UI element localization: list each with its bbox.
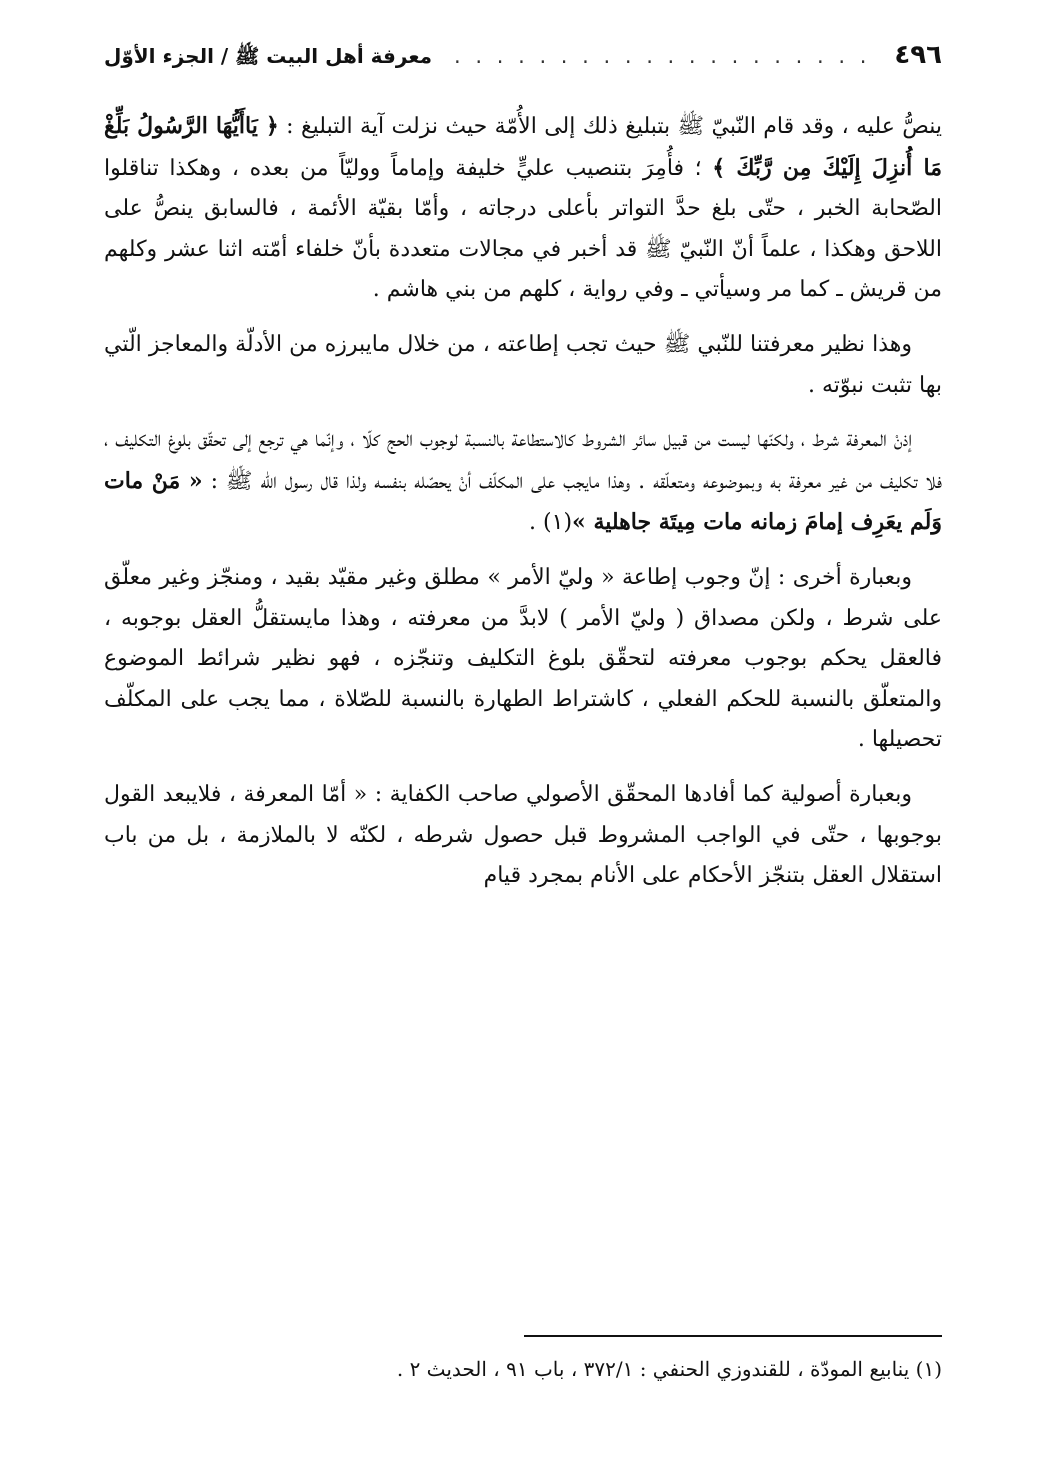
paragraph-text: وبعبارة أصولية كما أفادها المحقّق الأصولي صاحب الكفاية : « أمّا المعرفة ، فلايبعد القول بوجوبها ، حتّى في الواجب المشروط قبل حصول شرطه ، لكنّه لا بالملازمة ، بل من باب استقلال العقل بتنجّز الأحكام على الأنام بمجرد قيام: [104, 781, 942, 889]
paragraph-text: إذنْ المعرفة شرط ، ولكنّها ليست من قبيل سائر الشروط كالاستطاعة بالنسبة لوجوب الحج كلّا ، وإنّما هي ترجع إلى تحقّق بلوغ التكليف ، فلا تكليف من غير معرفة به وبموضوعه ومتعلّقه . وهذا مايجب على المكلّف أنْ يحصّله بنفسه ولذا قال رسول الله ﷺ :: [104, 427, 942, 494]
quoted-text: « مَنْ مات وَلَم يعَرِف إمامَ زمانه مات مِيتَة جاهلية »: [104, 467, 942, 536]
quoted-text: ﴿ يَاأَيُّهَا الرَّسُولُ بَلِّغْ مَا أُنزِلَ إِلَيْكَ مِن رَّبِّكَ ﴾: [104, 113, 942, 181]
paragraph: [104, 775, 942, 897]
running-title: معرفة أهل البيت ﷺ / الجزء الأوّل: [104, 44, 432, 68]
body-text: [104, 106, 942, 897]
paragraph: [104, 558, 942, 761]
page-number: ٤٩٦: [894, 40, 942, 70]
paragraph-text: ينصُّ عليه ، وقد قام النّبيّ ﷺ بتبليغ ذلك إلى الأُمّة حيث نزلت آية التبليغ :: [278, 114, 942, 139]
paragraph: [104, 106, 942, 311]
page: [104, 40, 942, 911]
footnote-separator: [524, 1335, 942, 1337]
paragraph: [104, 325, 942, 406]
paragraph-text: (١) .: [529, 510, 573, 536]
paragraph-text: وهذا نظير معرفتنا للنّبي ﷺ حيث تجب إطاعته ، من خلال مايبرزه من الأدلّة والمعاجز الّتي بها تثبت نبوّته .: [104, 331, 942, 398]
footnote: (١) ينابيع المودّة ، للقندوزي الحنفي : ٣٧٢/١ ، باب ٩١ ، الحديث ٢ .: [396, 1357, 942, 1381]
paragraph-text: ؛ فأُمِرَ بتنصيب عليٍّ خليفة وإماماً ووليّاً من بعده ، وهكذا تناقلوا الصّحابة الخبر ، حتّى بلغ حدَّ التواتر بأعلى درجاته ، وأمّا بقيّة الأئمة ، فالسابق ينصُّ على اللاحق وهكذا ، علماً أنّ النّبيّ ﷺ قد أخبر في مجالات متعددة بأنّ خلفاء أمّته اثنا عشر وكلهم من قريش ـ كما مر وسيأتي ـ وفي رواية ، كلهم من بني هاشم .: [104, 155, 942, 303]
paragraph: [104, 420, 942, 544]
header-leader-dots: [442, 44, 870, 68]
running-header: [104, 40, 942, 88]
paragraph-text: وبعبارة أخرى : إنّ وجوب إطاعة « وليّ الأمر » مطلق وغير مقيّد بقيد ، ومنجّز وغير معلّق على شرط ، ولكن مصداق ( وليّ الأمر ) لابدَّ من معرفته ، وهذا مايستقلُّ العقل بوجوبه ، فالعقل يحكم بوجوب معرفته لتحقّق بلوغ التكليف وتنجّزه ، فهو نظير شرائط الموضوع والمتعلّق بالنسبة للحكم الفعلي ، كاشتراط الطهارة بالنسبة للصّلاة ، مما يجب على المكلّف تحصيلها .: [104, 564, 942, 753]
